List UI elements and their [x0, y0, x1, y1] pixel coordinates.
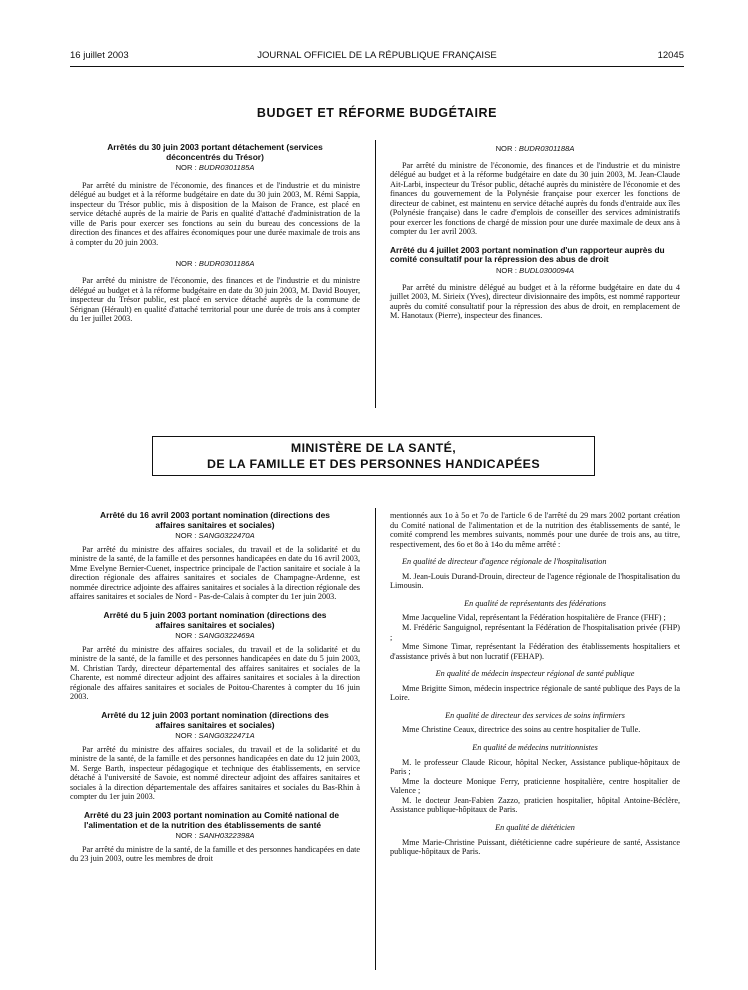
member-entry: M. le docteur Jean-Fabien Zazzo, praticien hospitalier, hôpital Antoine-Béclère, Assistance publique-hôpitaux de Paris.	[390, 795, 680, 815]
quality-heading: En qualité de diététicien	[495, 822, 575, 832]
member-entry: M. Frédéric Sanguignol, représentant la Fédération de l'hospitalisation privée (FHP) ;	[390, 623, 680, 642]
nor-reference: NOR : SANH0322398A	[175, 831, 255, 841]
quality-heading: En qualité de directeur d'agence régionale de l'hospitalisation	[402, 557, 607, 567]
arrete-text: Par arrêté du ministre des affaires sociales, du travail et de la solidarité et du ministre de la santé, de la famille et des personnes handicapées en date du 12 juin 2003, M. Serge Barth, inspecteur pédagogique et technique des établissements, en service détaché à l'université de Savoie, est nommé directeur adjoint des affaires sanitaires et sociales à la direction départementale des affaires sanitaires et sociales du Bas-Rhin à compter du 1er juin 2003.	[70, 744, 360, 802]
arrete-title: Arrêté du 5 juin 2003 portant nomination (directions des affaires sanitaires et sociales)	[103, 609, 327, 630]
arrete-text: Par arrêté du ministre des affaires sociales, du travail et de la solidarité et du ministre de la santé, de la famille et des personnes handicapées en date du 5 juin 2003, M. Christian Tardy, directeur départemental des affaires sanitaires et sociales de la Charente, est nommé directeur adjoint des affaires sanitaires et sociales à la direction régionale des affaires sanitaires et sociales de Poitou-Charentes à compter du 16 juin 2003.	[70, 644, 360, 702]
comite-intro-text: mentionnés aux 1o à 5o et 7o de l'article 6 de l'arrêté du 29 mars 2002 portant création du Comité national de l'alimentation et de la nutrition des établissements de santé, le comité comprend les membres suivants, nommés pour une durée de trois ans, au titre, respectivement, des 6o et 8o à 14o du même arrêté :	[390, 511, 680, 549]
member-entry: Mme Marie-Christine Puissant, diététicienne cadre supérieure de santé, Assistance publique-hôpitaux de Paris.	[390, 837, 680, 857]
arrete-text: Par arrêté du ministre de l'économie, des finances et de l'industrie et du ministre délégué au budget et à la réforme budgétaire en date du 30 juin 2003, M. Rémi Sappia, inspecteur du Trésor public, mis à disposition de la Maison de France, est placé en service détaché auprès de la mairie de Paris en qualité d'attaché d'administration de la ville de Paris pour exercer ses fonctions au sein du bureau des concessions de la direction des finances et des affaires économiques pour une durée maximale de trois ans à compter du 20 juin 2003.	[70, 180, 360, 247]
arrete-text: Par arrêté du ministre de la santé, de la famille et des personnes handicapées en date du 23 juin 2003, outre les membres de droit	[70, 844, 360, 864]
arrete-title: Arrêté du 12 juin 2003 portant nomination (directions des affaires sanitaires et sociales)	[101, 709, 329, 730]
arrete-text: Par arrêté du ministre des affaires sociales, du travail et de la solidarité et du ministre de la santé, de la famille et des personnes handicapées en date du 16 avril 2003, Mme Evelyne Bernier-Cuenet, inspectrice principale de l'action sanitaire et sociale à la direction régionale des affaires sanitaires et sociales de Champagne-Ardenne, est nommée directrice adjointe des affaires sanitaires et sociales à la direction régionale des affaires sanitaires et sociales de Nord - Pas-de-Calais à compter du 1er juin 2003.	[70, 544, 360, 602]
quality-heading: En qualité de médecins nutritionnistes	[472, 743, 598, 753]
section-title-budget: BUDGET ET RÉFORME BUDGÉTAIRE	[256, 106, 498, 120]
quality-heading: En qualité de médecin inspecteur régional de santé publique	[435, 669, 635, 679]
ministry-heading-box	[152, 436, 595, 476]
quality-heading: En qualité de représentants des fédérations	[464, 598, 606, 608]
nor-reference: NOR : BUDR0301186A	[175, 258, 255, 268]
nor-reference: NOR : BUDR0301185A	[175, 163, 255, 173]
sante-left-column	[70, 511, 360, 864]
member-entry: Mme Christine Ceaux, directrice des soins au centre hospitalier de Tulle.	[402, 725, 641, 735]
arrete-title: Arrêté du 16 avril 2003 portant nomination (directions des affaires sanitaires et sociales)	[100, 510, 330, 530]
ministry-line-2: DE LA FAMILLE ET DES PERSONNES HANDICAPÉES	[206, 457, 541, 471]
member-entry: Mme Brigitte Simon, médecin inspectrice régionale de santé publique des Pays de la Loire.	[390, 683, 680, 703]
nor-reference: NOR : BUDR0301188A	[495, 144, 575, 153]
member-entry: Mme Simone Timar, représentant la Fédération des établissements hospitaliers et d'assistance privés à but non lucratif (FEHAP).	[390, 642, 680, 661]
ministry-line-1: MINISTÈRE DE LA SANTÉ,	[290, 441, 457, 455]
member-entry: M. le professeur Claude Ricour, hôpital Necker, Assistance publique-hôpitaux de Paris ;	[390, 757, 680, 777]
member-entry: Mme la docteure Monique Ferry, praticienne hospitalière, centre hospitalier de Valence ;	[390, 776, 680, 796]
header-journal-title: JOURNAL OFFICIEL DE LA RÉPUBLIQUE FRANÇAISE	[257, 50, 497, 61]
member-entry: M. Jean-Louis Durand-Drouin, directeur de l'agence régionale de l'hospitalisation du Limousin.	[390, 571, 680, 591]
nor-reference: NOR : SANG0322469A	[175, 631, 255, 641]
budget-left-column	[70, 143, 360, 324]
column-divider	[375, 508, 376, 970]
sante-right-column	[390, 511, 680, 857]
arrete-text: Par arrêté du ministre de l'économie, des finances et de l'industrie et du ministre délégué au budget et à la réforme budgétaire en date du 30 juin 2003, M. Jean-Claude Ait-Larbi, inspecteur du Trésor public, détaché auprès du ministère de l'économie et des finances du gouvernement de la Polynésie française pour exercer les fonctions de directeur de cabinet, est maintenu en service détaché auprès du fonds d'entraide aux îles (Polynésie française) dans le cadre d'emplois de conseiller des services administratifs pour exercer les fonctions de chargé de mission pour une durée maximale de deux ans à compter du 1er avril 2003.	[390, 160, 680, 237]
column-divider	[375, 140, 376, 408]
nor-reference: NOR : SANG0322471A	[175, 731, 255, 741]
arrete-text: Par arrêté du ministre délégué au budget et à la réforme budgétaire en date du 4 juillet 2003, M. Sirieix (Yves), directeur divisionnaire des impôts, est nommé rapporteur auprès du comité consultatif pour la répression des abus de droit, en remplacement de M. Hanotaux (Pierre), inspecteur des finances.	[390, 282, 680, 321]
arrete-text: Par arrêté du ministre de l'économie, des finances et de l'industrie et du ministre délégué au budget et à la réforme budgétaire en date du 30 juin 2003, M. David Bouyer, inspecteur du Trésor public, est placé en service détaché auprès de la commune de Sérignan (Hérault) en qualité d'attaché territorial pour une durée de trois ans à compter du 1er juillet 2003.	[70, 276, 360, 324]
header-date: 16 juillet 2003	[70, 50, 129, 61]
budget-right-column	[390, 143, 680, 321]
arrete-title: Arrêté du 23 juin 2003 portant nomination au Comité national de l'alimentation et de la nutrition des établissements de santé	[84, 809, 340, 830]
arrete-title: Arrêtés du 30 juin 2003 portant détachement (services déconcentrés du Trésor)	[107, 142, 323, 162]
running-header	[70, 50, 684, 64]
header-page-number: 12045	[657, 50, 684, 61]
nor-reference: NOR : BUDL0300094A	[495, 266, 575, 276]
arrete-title: Arrêté du 4 juillet 2003 portant nomination d'un rapporteur auprès du comité consultatif pour la répression des abus de droit	[390, 244, 665, 265]
quality-heading: En qualité de directeur des services de soins infirmiers	[445, 710, 625, 720]
nor-reference: NOR : SANG0322470A	[175, 531, 255, 541]
member-entry: Mme Jacqueline Vidal, représentant la Fédération hospitalière de France (FHF) ;	[402, 613, 666, 623]
header-rule	[70, 66, 684, 67]
